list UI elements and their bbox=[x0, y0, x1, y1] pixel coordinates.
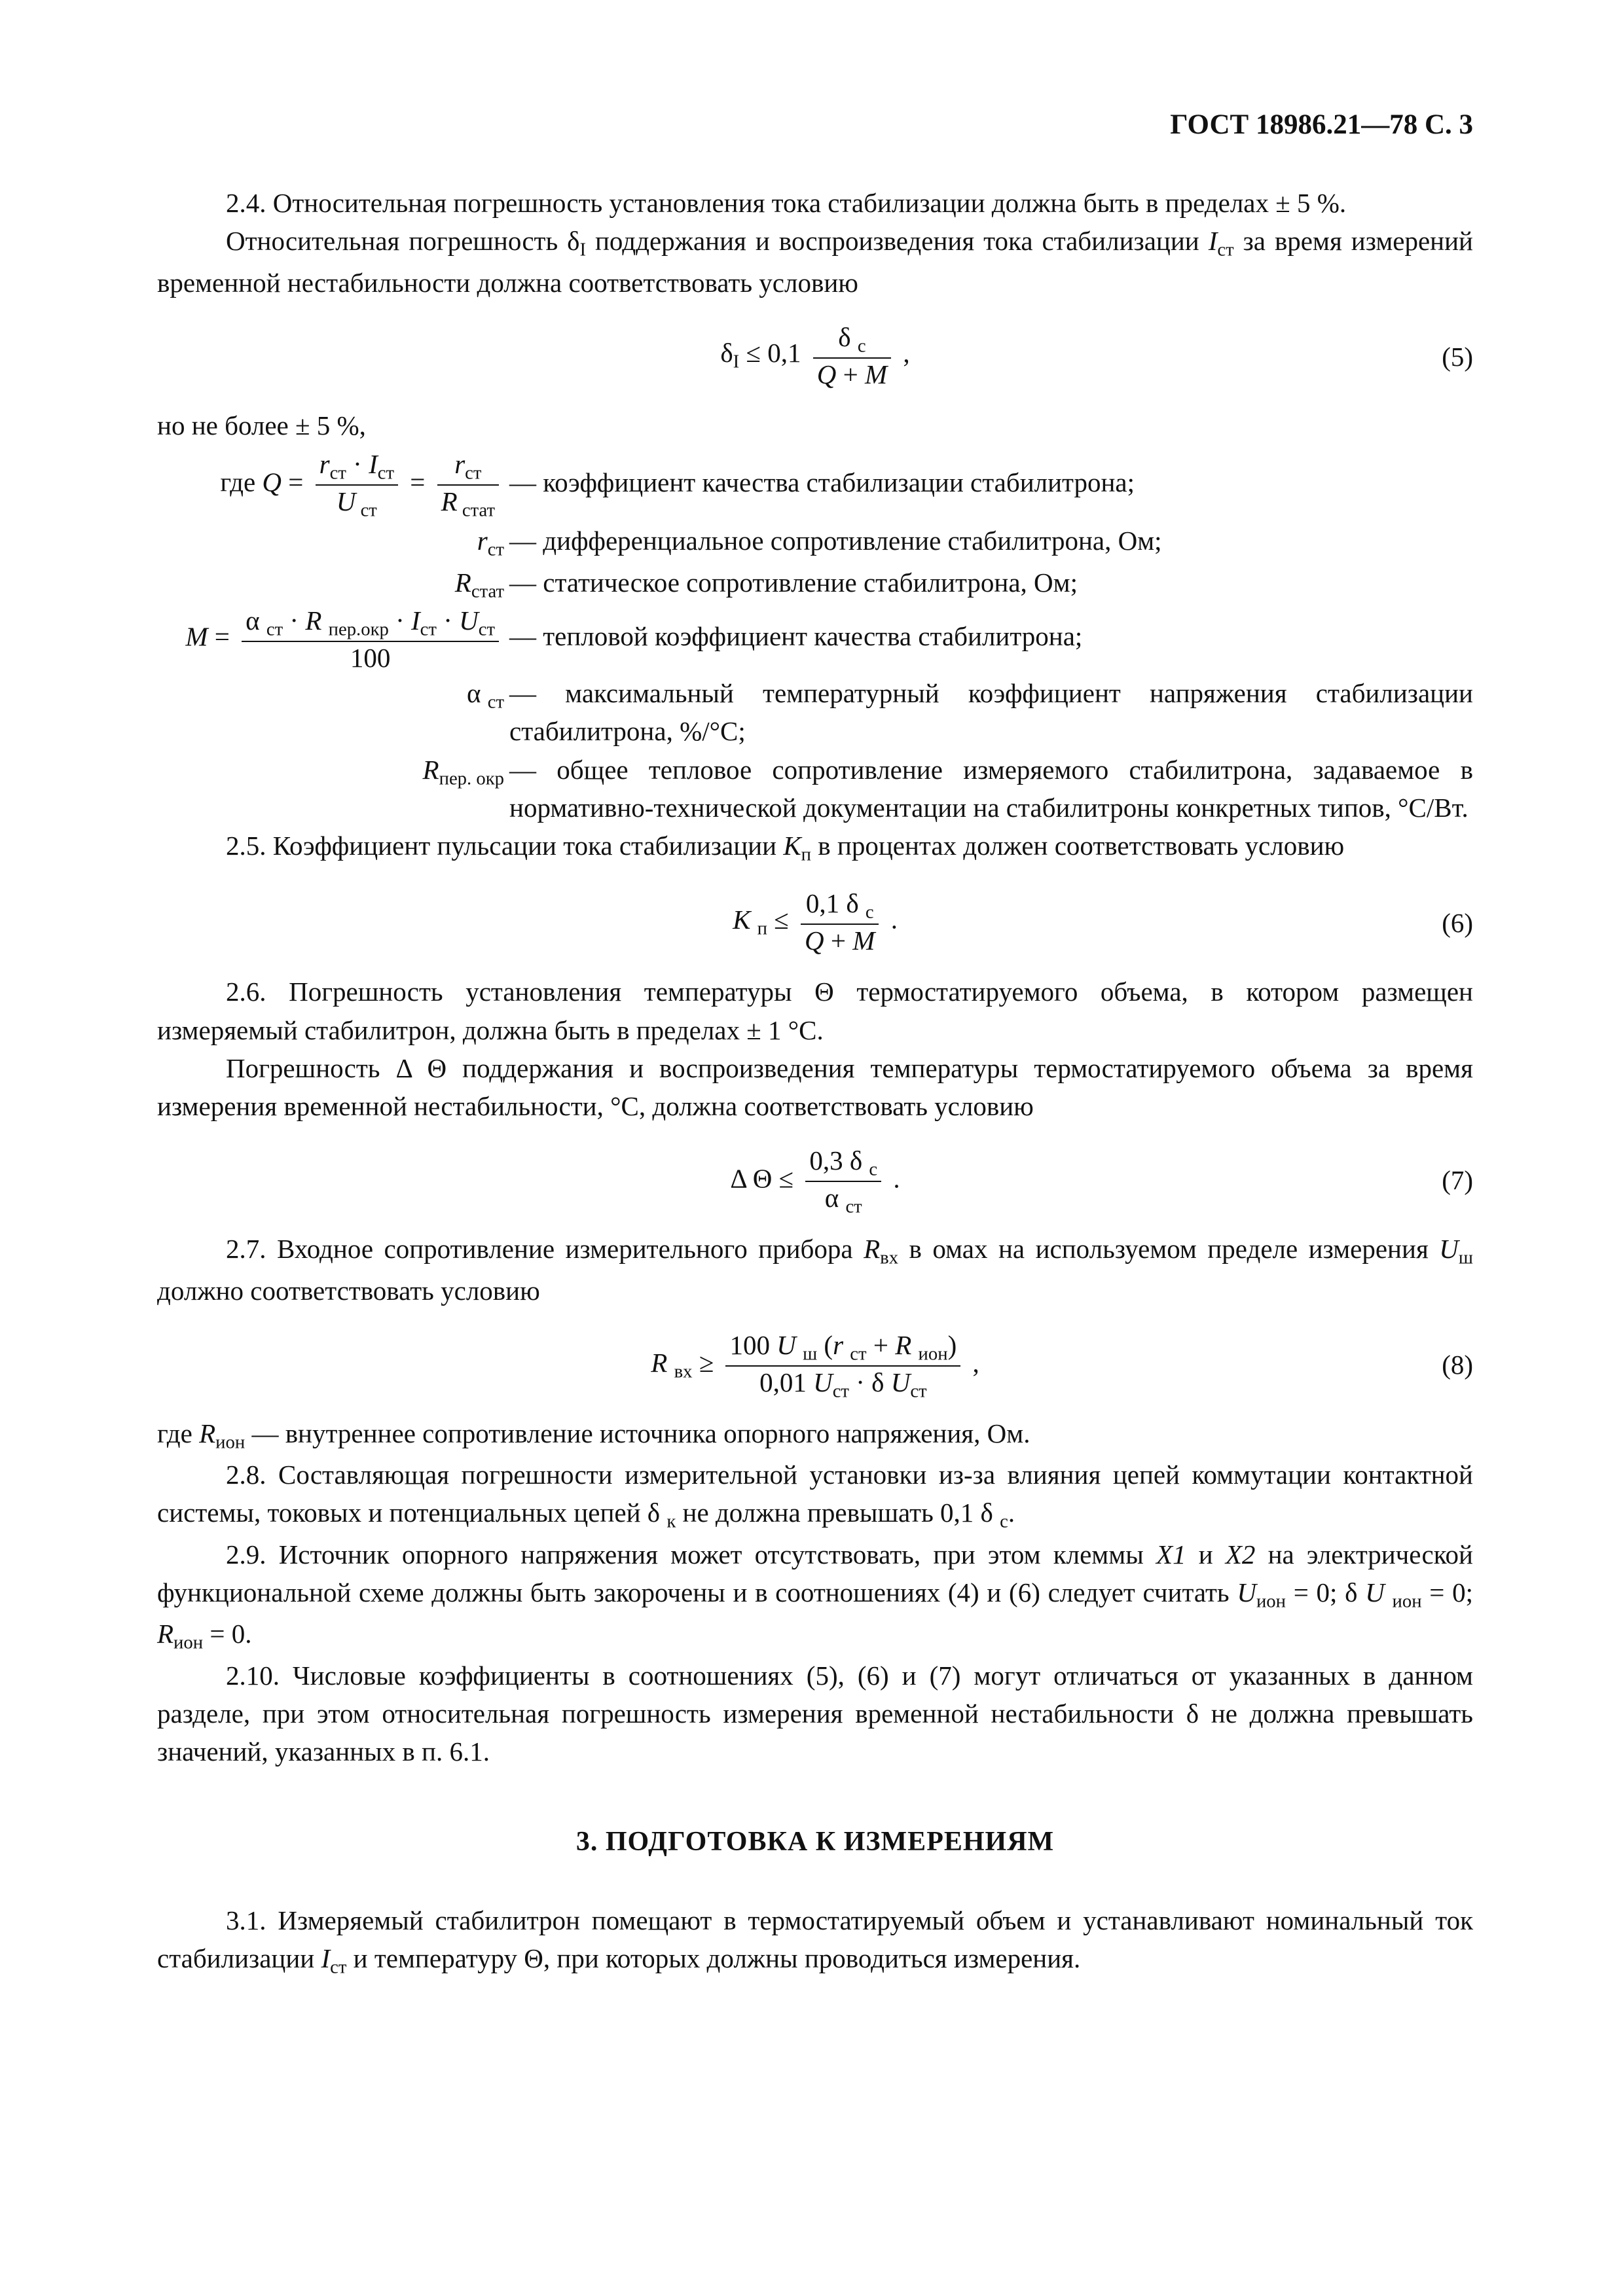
paragraph-2-6: 2.6. Погрешность установления температуры Θ термостатируемого объема, в котором размещен измеряемый стабилитрон, должна быть в пределах ± 1 °С. bbox=[157, 977, 1473, 1045]
definition-row bbox=[157, 522, 1473, 563]
definition-text: — дифференциальное сопротивление стабилитрона, Ом; bbox=[509, 526, 1162, 556]
definition-term: M = $\frac{\alpha _{ст} \cdot R _{пер.окр} \cdot I_{ст} \cdot U_{ст}}{100}$ bbox=[157, 605, 509, 674]
formula-6-tail: . bbox=[890, 904, 898, 935]
formula-7-tail: . bbox=[893, 1163, 900, 1194]
definition-term: α $_{ст}$ bbox=[466, 678, 504, 713]
formula-6-fraction bbox=[801, 888, 879, 957]
formula-5-denominator: Q + M bbox=[816, 359, 888, 389]
formula-8-denominator: 0,01 $U_{ст} \cdot \delta$ $U_{ст}$ bbox=[759, 1367, 927, 1402]
definition-term: $R_{стат}$ bbox=[454, 567, 504, 602]
definition-row bbox=[157, 448, 1473, 522]
formula-7-lhs: Δ Θ ≤ bbox=[730, 1163, 794, 1194]
page-header: ГОСТ 18986.21—78 С. 3 bbox=[1170, 109, 1473, 140]
definition-row bbox=[157, 751, 1473, 827]
definition-term: $r_{ст}$ bbox=[477, 526, 504, 560]
paragraph-2-7: 2.7. Входное сопротивление измерительного прибора $R_{вх}$ в омах на используемом пределе измерения $U_ш$ должно соответствовать условию bbox=[157, 1234, 1473, 1306]
formula-5-fraction bbox=[813, 321, 891, 391]
formula-8-tail: , bbox=[972, 1348, 979, 1378]
definition-text: — тепловой коэффициент качества стабилитрона; bbox=[509, 621, 1083, 652]
formula-5-number: (5) bbox=[1442, 341, 1473, 372]
paragraph-2-6b: Погрешность Δ Θ поддержания и воспроизведения температуры термостатируемого объема за время измерения временной нестабильности, °С, должна соответствовать условию bbox=[157, 1052, 1473, 1121]
paragraph-2-4b: Относительная погрешность $\delta_I$ поддержания и воспроизведения тока стабилизации $I_{ст}$ за время измерений временной нестабильности должна соответствовать условию bbox=[157, 226, 1473, 298]
formula-7-numerator: 0,3 δ $_с$ bbox=[805, 1145, 881, 1182]
formula-6-denominator: Q + M bbox=[805, 925, 875, 956]
formula-7 bbox=[157, 1125, 1473, 1230]
formula-5-tail: , bbox=[903, 338, 910, 368]
formula-6-numerator: 0,1 δ $_с$ bbox=[801, 888, 879, 925]
formula-8-fraction bbox=[725, 1329, 960, 1403]
document-page bbox=[157, 105, 1473, 1981]
paragraph-rion: где $R_{ион}$ — внутреннее сопротивление источника опорного напряжения, Ом. bbox=[157, 1418, 1030, 1453]
formula-7-number: (7) bbox=[1442, 1165, 1473, 1196]
formula-5 bbox=[157, 302, 1473, 406]
definition-term: где Q = $\frac{r_{ст} \cdot I_{ст}}{U _{ст}}$ = $\frac{r_{ст}}{R _{стат}}$ bbox=[157, 448, 509, 522]
definition-term: $R_{пер. окр}$ bbox=[422, 754, 504, 789]
paragraph-2-9: 2.9. Источник опорного напряжения может отсутствовать, при этом клеммы X1 и X2 на электрической функциональной схеме должны быть закорочены и в соотношениях (4) и (6) следует считать $U_{ион} = 0$; δ U $_{ион}$ = 0; $R_{ион} = 0$. bbox=[157, 1539, 1474, 1653]
formula-8-lhs: R $_{вх}$ ≥ bbox=[651, 1348, 714, 1382]
paragraph-2-5: 2.5. Коэффициент пульсации тока стабилизации $K_п$ в процентах должен соответствовать условию bbox=[226, 830, 1345, 865]
definition-row bbox=[157, 564, 1473, 605]
definitions-list bbox=[157, 448, 1473, 827]
formula-8 bbox=[157, 1310, 1473, 1414]
definition-row bbox=[157, 674, 1473, 750]
definition-text: — максимальный температурный коэффициент напряжения стабилизации стабилитрона, %/°С; bbox=[509, 678, 1473, 747]
definition-text: — коэффициент качества стабилизации стабилитрона; bbox=[509, 467, 1135, 497]
formula-8-number: (8) bbox=[1442, 1349, 1473, 1380]
paragraph-2-10: 2.10. Числовые коэффициенты в соотношениях (5), (6) и (7) могут отличаться от указанных в данном разделе, при этом относительная погрешность измерения временной нестабильности δ не должна превышать значений, указанных в п. 6.1. bbox=[157, 1660, 1473, 1767]
section-3-heading: 3. ПОДГОТОВКА К ИЗМЕРЕНИЯМ bbox=[575, 1827, 1055, 1857]
paragraph-3-1: 3.1. Измеряемый стабилитрон помещают в термостатируемый объем и устанавливают номинальный ток стабилизации $I_{ст}$ и температуру Θ, при которых должны проводиться измерения. bbox=[157, 1905, 1473, 1978]
definition-text: — статическое сопротивление стабилитрона, Ом; bbox=[509, 567, 1078, 598]
paragraph-2-4: 2.4. Относительная погрешность установления тока стабилизации должна быть в пределах ± 5 %. bbox=[226, 188, 1347, 219]
formula-7-fraction bbox=[805, 1145, 881, 1218]
definition-row bbox=[157, 605, 1473, 674]
formula-8-numerator: 100 U $_ш$ (r $_{ст}$ + R $_{ион}$) bbox=[725, 1329, 960, 1367]
formula-7-denominator: α $_{ст}$ bbox=[824, 1183, 862, 1217]
formula-5-numerator: δ $_с$ bbox=[813, 321, 891, 359]
note-5: но не более ± 5 %, bbox=[157, 410, 366, 440]
formula-5-lhs: $\delta_I \le 0,1$ bbox=[720, 338, 801, 372]
paragraph-2-8: 2.8. Составляющая погрешности измерительной установки из-за влияния цепей коммутации контактной системы, токовых и потенциальных цепей δ $_к$ не должна превышать 0,1 δ $_с$. bbox=[157, 1460, 1473, 1532]
formula-6-number: (6) bbox=[1442, 908, 1473, 939]
definition-text: — общее тепловое сопротивление измеряемого стабилитрона, задаваемое в нормативно-технической документации на стабилитроны конкретных типов, °С/Вт. bbox=[509, 754, 1473, 823]
formula-6-lhs: K $_п$ ≤ bbox=[733, 904, 789, 939]
formula-6 bbox=[157, 868, 1473, 973]
